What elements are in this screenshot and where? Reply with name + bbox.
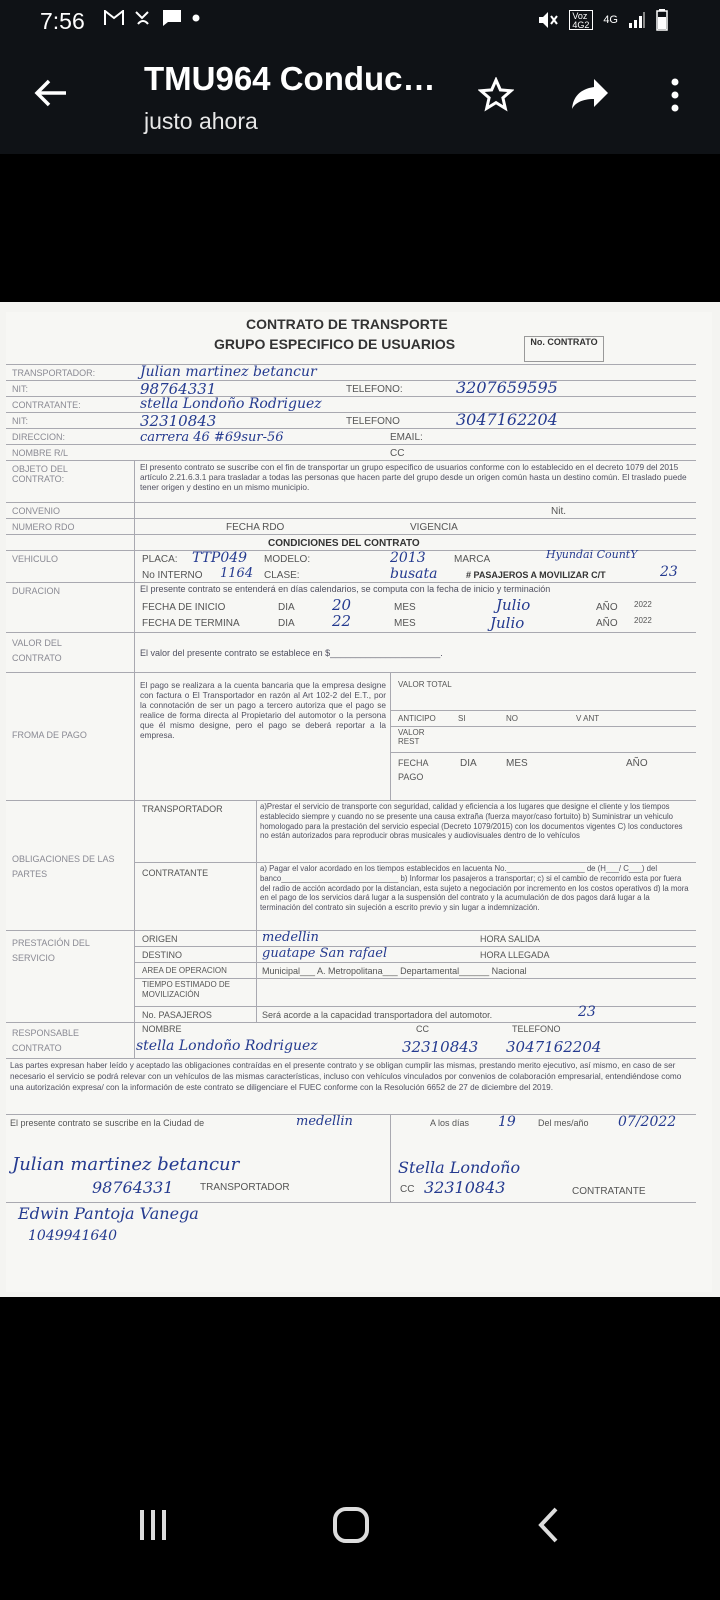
label-v-ant: V ANT bbox=[576, 714, 600, 723]
no-contrato-label: No. CONTRATO bbox=[524, 336, 604, 362]
label-nit-2: NIT: bbox=[12, 416, 29, 426]
system-icons bbox=[537, 9, 668, 31]
label-valor-contrato: VALOR DEL CONTRATO bbox=[12, 638, 62, 663]
label-obl-contratante: CONTRATANTE bbox=[142, 868, 209, 878]
navigation-bar bbox=[0, 1490, 720, 1600]
label-mes-2: MES bbox=[394, 618, 416, 629]
value-resp-cc: 32310843 bbox=[402, 1038, 479, 1056]
page-subtitle: justo ahora bbox=[144, 108, 258, 134]
label-mes-1: MES bbox=[394, 602, 416, 613]
notification-icons bbox=[104, 9, 200, 27]
contract-title: CONTRATO DE TRANSPORTE bbox=[246, 316, 448, 332]
label-no: NO bbox=[506, 714, 518, 723]
label-dia-2: DIA bbox=[278, 618, 295, 629]
label-placa: PLACA: bbox=[142, 554, 178, 565]
battery-icon bbox=[656, 9, 668, 31]
label-direccion: DIRECCION: bbox=[12, 432, 66, 442]
pago-text: El pago se realizara a la cuenta bancaria que la empresa designe con factura o El Transportador en razón al Art 102-2 del E.T., por la connotación de ser un pago a tercero autoriza que el pago se realice de forma directa al Propietario del automotor o la persona que él mismo designe, pero el pago se deberá reportar a la empresa. bbox=[140, 680, 386, 740]
label-clase: CLASE: bbox=[264, 570, 300, 581]
value-modelo: 2013 bbox=[390, 550, 426, 566]
contract-subtitle: GRUPO ESPECIFICO DE USUARIOS bbox=[214, 336, 456, 352]
app-bar bbox=[0, 44, 720, 154]
label-no-interno: No INTERNO bbox=[142, 570, 203, 581]
missed-call-icon bbox=[134, 10, 152, 26]
label-obl-transportador: TRANSPORTADOR bbox=[142, 804, 223, 814]
value-ano-2: 2022 bbox=[634, 616, 652, 625]
label-ano-1: AÑO bbox=[596, 602, 618, 613]
volte-icon: Voz 4G2 bbox=[569, 10, 593, 30]
obl-transportador-text: a)Prestar el servicio de transporte con seguridad, calidad y eficiencia a los lugares que designe el cliente y los tiempos establecido siempre y cuando no se presente una causa extraña (fuerza mayor/caso fortuito) b) Suministrar un vehiculo homologado para la prestación del servicio especial (Decreto 1079/2015) con los documentos vigentes C) los conductores no están autorizados para reproducir obras musicales y audiovisuales dentro de lo vehículos bbox=[260, 802, 683, 841]
clausula-text: Las partes expresan haber leído y aceptado las obligaciones contraídas en el presente contrato y se obligan cumplir las mismas, prestando merito ejecutivo, así mismo, en caso de ser necesario el servicio se podrá relevar con un vehículos de las mismas características, incluso con vehículos vinculados por convenios de colaboración empresarial, entendiéndose como una autorización expresa/ con la información de este contrato se diligenciare el FUEC conforme con la Resolución 6652 de 27 de diciembre del 2019. bbox=[10, 1061, 682, 1092]
label-transportador-sig: TRANSPORTADOR bbox=[200, 1182, 290, 1193]
label-tiempo: TIEMPO ESTIMADO DE MOVILIZACIÓN bbox=[142, 980, 231, 999]
label-nit-r: Nit. bbox=[551, 506, 566, 517]
page-title: TMU964 Conduc… bbox=[144, 60, 436, 97]
label-numero-rdo: NUMERO RDO bbox=[12, 522, 75, 532]
signal-icon bbox=[628, 11, 646, 29]
label-duracion: DURACION bbox=[12, 586, 61, 596]
value-marca: Hyundai CountY bbox=[546, 548, 638, 561]
label-fecha-rdo: FECHA RDO bbox=[226, 522, 285, 533]
label-convenio: CONVENIO bbox=[12, 506, 61, 516]
value-ciudad: medellin bbox=[296, 1114, 353, 1129]
label-dia-1: DIA bbox=[278, 602, 295, 613]
label-hora-llegada: HORA LLEGADA bbox=[480, 950, 550, 960]
home-icon[interactable] bbox=[332, 1506, 370, 1544]
dot-icon bbox=[192, 14, 200, 22]
recent-apps-icon[interactable] bbox=[136, 1508, 170, 1542]
label-ciudad: El presente contrato se suscribe en la Ciudad de bbox=[10, 1118, 205, 1128]
area-options: Municipal___ A. Metropolitana___ Departamental______ Nacional bbox=[262, 966, 527, 976]
label-telefono-3: TELEFONO bbox=[512, 1024, 561, 1034]
label-nombre: NOMBRE bbox=[142, 1024, 182, 1034]
value-mes-inicio: Julio bbox=[496, 596, 531, 614]
back-arrow-icon[interactable] bbox=[34, 78, 68, 108]
star-icon[interactable] bbox=[478, 77, 514, 113]
label-valor-rest: VALOR REST bbox=[398, 728, 425, 746]
label-ano-pago: AÑO bbox=[626, 758, 648, 769]
more-options-icon[interactable] bbox=[670, 77, 680, 113]
value-contr-cc: 32310843 bbox=[424, 1178, 506, 1197]
value-mes-ano: 07/2022 bbox=[618, 1114, 677, 1130]
label-area: AREA DE OPERACION bbox=[142, 966, 227, 975]
label-cc: CC bbox=[390, 448, 405, 459]
status-time: 7:56 bbox=[40, 8, 85, 34]
share-icon[interactable] bbox=[570, 77, 610, 111]
label-mes-pago: MES bbox=[506, 758, 528, 769]
contract-paper bbox=[6, 312, 712, 1292]
label-vigencia: VIGENCIA bbox=[410, 522, 458, 533]
label-telefono-2: TELEFONO bbox=[346, 416, 400, 427]
value-contratante: stella Londoño Rodriguez bbox=[140, 396, 322, 412]
label-vehiculo: VEHICULO bbox=[12, 554, 59, 564]
value-clase: busata bbox=[390, 566, 438, 582]
label-prestacion: PRESTACIÓN DEL SERVICIO bbox=[12, 938, 90, 963]
label-modelo: MODELO: bbox=[264, 554, 311, 565]
value-resp-nombre: stella Londoño Rodriguez bbox=[136, 1038, 318, 1054]
label-marca: MARCA bbox=[454, 554, 491, 565]
value-no-interno: 1164 bbox=[220, 566, 254, 581]
objeto-text: El presento contrato se suscribe con el fin de transportar un grupo especifico de usuarios conforme con lo establecido en el decreto 1079 del 2015 artículo 2.21.6.3.1 para trasladar a todas las personas que hacen parte del grupo desde un origen común hasta un destino común. El traslado puede tener origen y destino en un mismo municipio. bbox=[140, 462, 687, 492]
signature-transportador: Julian martinez betancur bbox=[12, 1154, 240, 1175]
label-contratante: CONTRATANTE: bbox=[12, 400, 81, 410]
contract-image[interactable] bbox=[0, 302, 720, 1297]
label-telefono-1: TELEFONO: bbox=[346, 384, 403, 395]
label-hora-salida: HORA SALIDA bbox=[480, 934, 541, 944]
gmail-icon bbox=[104, 10, 124, 26]
label-contratante-sig: CONTRATANTE bbox=[572, 1186, 646, 1197]
mute-icon bbox=[537, 10, 559, 30]
label-cc-sig: CC bbox=[400, 1184, 415, 1195]
label-objeto: OBJETO DEL CONTRATO: bbox=[12, 464, 68, 484]
label-fecha-inicio: FECHA DE INICIO bbox=[142, 602, 226, 613]
value-resp-tel: 3047162204 bbox=[506, 1038, 602, 1056]
valor-text: El valor del presente contrato se establece en $______________________. bbox=[140, 648, 443, 658]
value-conductor: Edwin Pantoja Vanega bbox=[18, 1204, 199, 1223]
value-transportador: Julian martinez betancur bbox=[140, 364, 317, 380]
value-pasajeros: 23 bbox=[660, 564, 678, 580]
value-transp-id: 98764331 bbox=[92, 1178, 174, 1197]
network-type: 4G bbox=[603, 14, 618, 26]
condiciones-heading: CONDICIONES DEL CONTRATO bbox=[268, 538, 420, 549]
label-si: SI bbox=[458, 714, 466, 723]
label-responsable: RESPONSABLE CONTRATO bbox=[12, 1028, 80, 1053]
label-no-pasajeros: No. PASAJEROS bbox=[142, 1010, 212, 1020]
label-del-mes: Del mes/año bbox=[538, 1118, 589, 1128]
label-fecha-termina: FECHA DE TERMINA bbox=[142, 618, 240, 629]
label-nombre-rl: NOMBRE R/L bbox=[12, 448, 69, 458]
value-nit-2: 32310843 bbox=[140, 412, 217, 430]
value-no-pasajeros: 23 bbox=[578, 1004, 596, 1020]
signature-contratante: Stella Londoño bbox=[398, 1158, 521, 1177]
value-telefono-2: 3047162204 bbox=[456, 410, 558, 429]
label-fecha-pago: FECHA PAGO bbox=[398, 758, 429, 782]
label-cc-resp: CC bbox=[416, 1024, 429, 1034]
label-valor-total: VALOR TOTAL bbox=[398, 680, 452, 689]
duracion-text: El presente contrato se entenderá en días calendarios, se computa con la fecha de inicio y terminación bbox=[140, 584, 551, 594]
label-ano-2: AÑO bbox=[596, 618, 618, 629]
label-obligaciones: OBLIGACIONES DE LAS PARTES bbox=[12, 854, 115, 879]
label-anticipo: ANTICIPO bbox=[398, 714, 436, 723]
value-dia-inicio: 20 bbox=[332, 596, 352, 614]
label-dia-pago: DIA bbox=[460, 758, 477, 769]
value-direccion: carrera 46 #69sur-56 bbox=[140, 430, 284, 445]
label-email: EMAIL: bbox=[390, 432, 423, 443]
value-placa: TTP049 bbox=[192, 550, 248, 566]
label-pasajeros: # PASAJEROS A MOVILIZAR C/T bbox=[466, 570, 606, 580]
value-destino: guatape San rafael bbox=[262, 946, 388, 961]
label-a-los-dias: A los días bbox=[430, 1118, 470, 1128]
value-ano-1: 2022 bbox=[634, 600, 652, 609]
value-conductor-id: 1049941640 bbox=[28, 1228, 118, 1244]
label-nit-1: NIT: bbox=[12, 384, 29, 394]
capacidad-text: Será acorde a la capacidad transportadora del automotor. bbox=[262, 1010, 493, 1020]
value-telefono-1: 3207659595 bbox=[456, 378, 558, 397]
status-bar bbox=[0, 0, 720, 44]
value-mes-termina: Julio bbox=[490, 614, 525, 632]
message-icon bbox=[162, 9, 182, 27]
label-destino: DESTINO bbox=[142, 950, 183, 960]
value-dia-termina: 22 bbox=[332, 612, 352, 630]
label-forma-pago: FROMA DE PAGO bbox=[12, 730, 87, 740]
label-transportador: TRANSPORTADOR: bbox=[12, 368, 96, 378]
value-origen: medellin bbox=[262, 930, 319, 945]
nav-back-icon[interactable] bbox=[536, 1506, 560, 1544]
value-nit-1: 98764331 bbox=[140, 380, 217, 398]
label-origen: ORIGEN bbox=[142, 934, 178, 944]
obl-contratante-text: a) Pagar el valor acordado en los tiempos establecidos en lacuenta No.__________________ de (H___/ C___) del banco___________________________ b) Informar los pasajeros a transportar; c) si el cambio de recorrido esta por fuera del radio de acción acordado por la distancian, esta sujeto a negociación por incremento en los costos operativos d) la mora en el pago de los servicios dará lugar a la suspensión del contrato y la acumulación de dos pagos dará lugar a la terminación del contrato sin sujeción a escrito previo y sin lugar a indemnización. bbox=[260, 864, 689, 913]
value-dias: 19 bbox=[498, 1114, 516, 1130]
